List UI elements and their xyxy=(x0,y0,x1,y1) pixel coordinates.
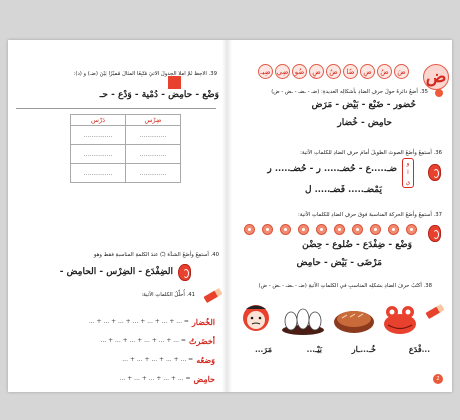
ex37-line2[interactable]: مَرْضَى - بَيْض - حامِض xyxy=(296,258,382,268)
ex40-instruction: 40. أستمِعُ وأضَعُ الشدَّةَ (ـّ) عندَ الكلمةِ المناسبةِ فقط وهو xyxy=(93,252,219,258)
vowel: و xyxy=(406,160,410,168)
ear-icon xyxy=(428,225,441,242)
ex39-instruction: 39. أُلاحِظُ ثُمَّ أملأُ الجدولَ الآتيَ مُتَّبِعًا المثالَ مُميِّزًا بَيْنَ (ضـ) و (د): xyxy=(73,71,217,77)
ex35-instruction: 35. أضعُ دائرةً حولَ حرفِ الضادِ بأشكالِه العديدةِ: (ضـ - ـضـ - ـض - ض) xyxy=(271,89,428,95)
pin-icon xyxy=(435,89,443,97)
ex39-words: وَضْع - حامِض - دُمْية - وَدْع - حـ xyxy=(99,90,219,100)
letter-form: ضُو xyxy=(292,64,307,79)
ex35-line1[interactable]: حُضور - ضَبْع - بَيْض - مَرَض xyxy=(311,100,416,110)
analysis-word: وَضعُه xyxy=(196,354,215,365)
ex37-line1[interactable]: وَضْع - ضِفْدَع - ضُلوع - حِضْن xyxy=(302,240,412,250)
pencil-icon xyxy=(203,288,222,303)
analysis-row xyxy=(10,312,215,331)
analysis-dots[interactable]: = ... + ... + ... + ... + ... xyxy=(122,356,194,363)
ex40-line: الضِفْدَع - الضِرْس - الحامِض - xyxy=(59,267,173,277)
ex35-line2[interactable]: حامِض - خُضار xyxy=(337,118,392,128)
harakah-circle xyxy=(388,224,399,235)
ex41-instruction: 41. أُحلِّلُ الكلماتِ الآتيةَ: xyxy=(141,292,195,298)
letter-form: ضِ xyxy=(360,64,375,79)
analysis-word: الخُضار xyxy=(191,316,215,327)
cell[interactable]: .............. xyxy=(126,164,181,183)
letter-form: ضٌ xyxy=(326,64,341,79)
letter-form: ضًا xyxy=(343,64,358,79)
vowel: ا xyxy=(407,169,409,177)
harakah-circle xyxy=(352,224,363,235)
harakah-circle xyxy=(262,224,273,235)
harakah-circle xyxy=(334,224,345,235)
ex38-word-4[interactable]: مَرَ... xyxy=(254,344,272,354)
analysis-word: حامِض xyxy=(193,373,215,384)
cell[interactable]: ............... xyxy=(71,126,126,145)
analysis-row xyxy=(10,350,215,369)
page-number: 2 xyxy=(433,374,443,384)
analysis-dots[interactable]: = ... + ... + ... + ... + ... xyxy=(119,375,191,382)
ear-icon xyxy=(428,164,441,181)
header-dirs: ضِرْس xyxy=(126,115,181,126)
long-vowels-box xyxy=(402,158,414,188)
bread-image xyxy=(332,306,376,334)
letter-form: ضُ xyxy=(377,64,392,79)
harakah-circle xyxy=(316,224,327,235)
frog-image xyxy=(380,302,420,336)
ex36-instruction: 36. أستمِعُ وأضَعُ الصوتَ الطويلَ أمامَ حرفِ الضادِ للكلماتِ الآتية: xyxy=(300,150,442,156)
eggs-image xyxy=(280,304,326,336)
cell[interactable]: .............. xyxy=(126,145,181,164)
ex38-word-2[interactable]: خُـ...ـار xyxy=(351,344,376,354)
harakah-circle xyxy=(298,224,309,235)
sick-boy-image xyxy=(238,300,274,338)
letter-form: ضِي xyxy=(275,64,290,79)
ex38-instruction: 38. أكتُبُ حرفَ الضادِ بشكلِه المناسبِ في الكلماتِ الآتيةِ (ضـ - ـضـ - ـض - ض) xyxy=(258,283,432,289)
harakah-circle xyxy=(370,224,381,235)
harakah-circle xyxy=(406,224,417,235)
ex36-line2[interactable]: يَمْضـ..... فَضـ..... ل xyxy=(304,185,382,195)
left-page xyxy=(8,40,223,392)
ex37-instruction: 37. أستمِعُ وأضَعُ الحركةَ المناسبةَ فوقَ حرفِ الضادِ للكلماتِ الآتية: xyxy=(298,212,442,218)
ex39-table xyxy=(70,114,181,183)
harakah-circle xyxy=(244,224,255,235)
vowel: ي xyxy=(405,178,411,186)
cell[interactable]: ............... xyxy=(71,145,126,164)
ex36-line1[interactable]: ضـ.....ع - حُضـ..... ر - حُضـ..... ر xyxy=(267,164,397,174)
letter-form: ضٍ xyxy=(309,64,324,79)
analysis-dots[interactable]: = ... + ... + ... + ... + ... + ... xyxy=(100,337,186,344)
harakah-circle xyxy=(280,224,291,235)
analysis-row xyxy=(10,331,215,350)
letter-form: ضِيـ xyxy=(258,64,273,79)
title-letter-badge: ض xyxy=(423,64,449,90)
analysis-dots[interactable]: = ... + ... + ... + ... + ... + ... + ... xyxy=(88,318,189,325)
ex38-word-1[interactable]: ...فْدَع xyxy=(408,344,430,354)
right-page xyxy=(230,40,452,392)
cell[interactable]: ............... xyxy=(71,164,126,183)
color-box xyxy=(168,76,181,89)
header-dars: دَرْس xyxy=(71,115,126,126)
cell[interactable]: .............. xyxy=(126,126,181,145)
book-spread xyxy=(8,40,452,392)
ex41-rows xyxy=(10,312,215,388)
analysis-row xyxy=(10,369,215,388)
pencil-icon xyxy=(425,304,444,319)
ear-icon xyxy=(178,264,191,281)
analysis-word: أخضَرتُ xyxy=(188,335,215,346)
letter-form: ضَ xyxy=(394,64,409,79)
ex38-word-3[interactable]: بَيْـ... xyxy=(306,344,322,354)
